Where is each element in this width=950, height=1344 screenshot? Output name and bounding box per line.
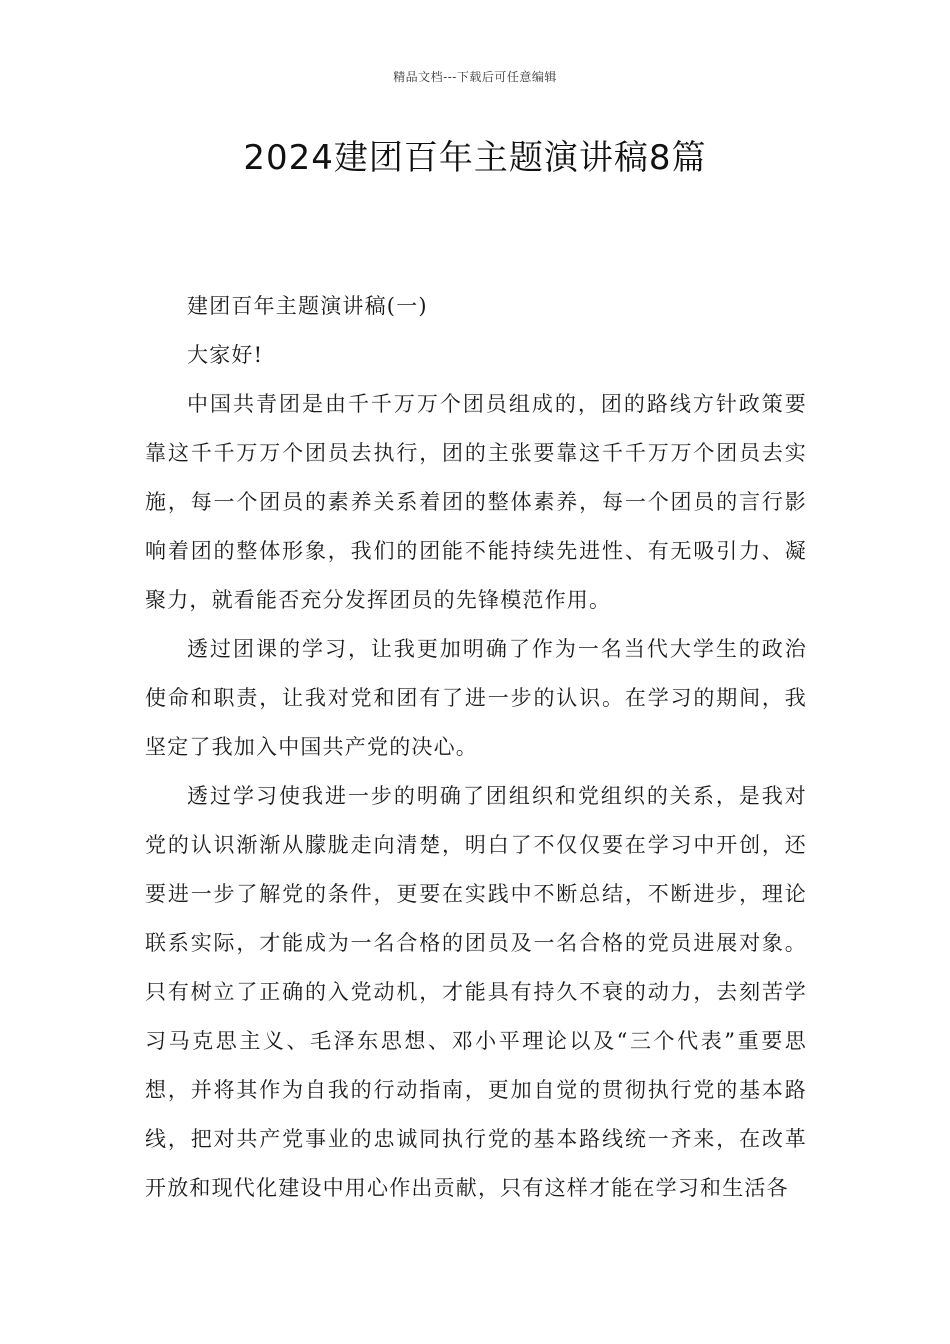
header-note: 精品文档---下载后可任意编辑 (393, 70, 557, 84)
paragraph: 透过团课的学习，让我更加明确了作为一名当代大学生的政治使命和职责，让我对党和团有了进一步的认识。在学习的期间，我坚定了我加入中国共产党的决心。 (145, 637, 807, 759)
document-body (145, 282, 807, 1213)
paragraph: 透过学习使我进一步的明确了团组织和党组织的关系，是我对党的认识渐渐从朦胧走向清楚，明白了不仅仅要在学习中开创，还要进一步了解党的条件，更要在实践中不断总结，不断进步，理论联系实际，才能成为一名合格的团员及一名合格的党员进展对象。只有树立了正确的入党动机，才能具有持久不衰的动力，去刻苦学习马克思主义、毛泽东思想、邓小平理论以及“三个代表”重要思想，并将其作为自我的行动指南，更加自觉的贯彻执行党的基本路线，把对共产党事业的忠诚同执行党的基本路线统一齐来，在改革开放和现代化建设中用心作出贡献，只有这样才能在学习和生活各 (145, 784, 807, 1200)
section-heading: 建团百年主题演讲稿(一) (187, 294, 428, 318)
greeting: 大家好! (187, 343, 264, 367)
document-title: 2024建团百年主题演讲稿8篇 (243, 138, 707, 178)
paragraph: 中国共青团是由千千万万个团员组成的，团的路线方针政策要靠这千千万万个团员去执行，团的主张要靠这千千万万个团员去实施，每一个团员的素养关系着团的整体素养，每一个团员的言行影响着团的整体形象，我们的团能不能持续先进性、有无吸引力、凝聚力，就看能否充分发挥团员的先锋模范作用。 (145, 392, 807, 612)
